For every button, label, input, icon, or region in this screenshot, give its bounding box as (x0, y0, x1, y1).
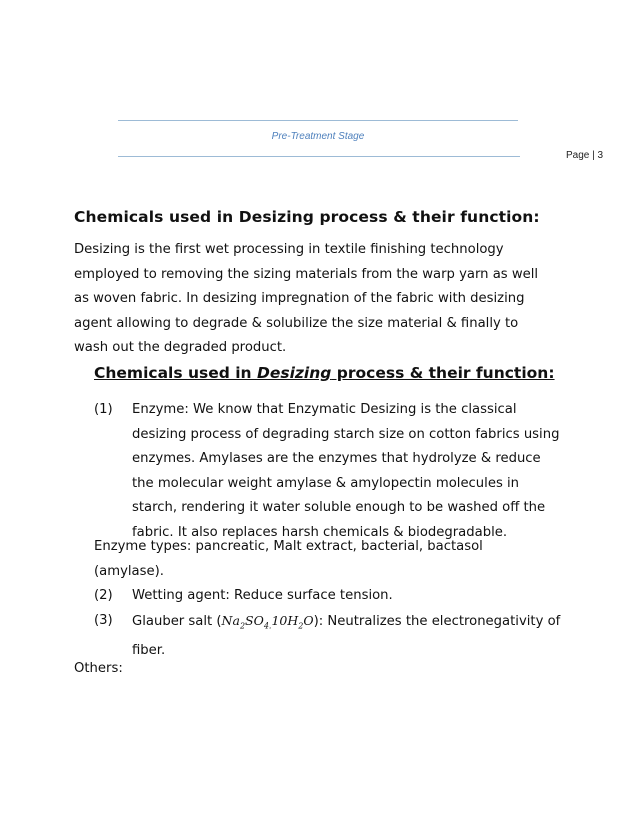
page-number: Page | 3 (566, 150, 604, 161)
list-item-text: Wetting agent: Reduce surface tension. (132, 588, 393, 603)
formula-so: SO (245, 613, 264, 628)
intro-paragraph: Desizing is the first wet processing in textile finishing technology employed to removing the sizing materials from the warp yarn as well as woven fabric. In desizing impregnation of the fabric with desizing agent allowing to degrade & solubilize the size material & finally to wash out the degraded product. (74, 242, 539, 356)
formula-na: Na (221, 613, 240, 628)
list-item-enzyme (94, 398, 564, 546)
formula-h-sub: 2 (298, 621, 304, 631)
subsection-heading-end: process & their function: (331, 364, 555, 382)
subsection-heading-start: Chemicals used in (94, 364, 257, 382)
subsection-heading (94, 364, 555, 382)
formula-so-sub: 4. (263, 621, 272, 631)
subsection-heading-emphasis: Desizing (256, 364, 332, 382)
glauber-text-start: Glauber salt ( (132, 614, 222, 629)
header-rule-bottom (118, 156, 520, 157)
list-item-number: (2) (94, 588, 113, 603)
section-heading: Chemicals used in Desizing process & their function: (74, 208, 540, 226)
list-item-number: (1) (94, 402, 113, 417)
formula-o: O (303, 613, 314, 628)
list-item-text: Enzyme: We know that Enzymatic Desizing is the classical desizing process of degrading starch size on cotton fabrics using enzymes. Amylases are the enzymes that hydrolyze & reduce the molecular weight amylase & amylopectin molecules in starch, rendering it water soluble enough to be washed off the fabric. It also replaces harsh chemicals & biodegradable. (132, 402, 560, 540)
formula-h: 10H (271, 613, 299, 628)
header-rule-top (118, 120, 518, 121)
glauber-text-end: ): Neutralizes the electronegativity of fiber. (132, 614, 561, 659)
running-header: Pre-Treatment Stage (271, 131, 365, 142)
others-label: Others: (74, 661, 123, 676)
list-item-text (132, 609, 564, 664)
enzyme-types-text: Enzyme types: pancreatic, Malt extract, bacterial, bactasol (amylase). (94, 539, 483, 579)
list-item-glauber-salt (94, 609, 564, 664)
list-item-wetting-agent (94, 584, 564, 609)
chemical-formula (221, 613, 314, 631)
formula-na-sub: 2 (239, 621, 246, 631)
list-item-number: (3) (94, 613, 113, 628)
